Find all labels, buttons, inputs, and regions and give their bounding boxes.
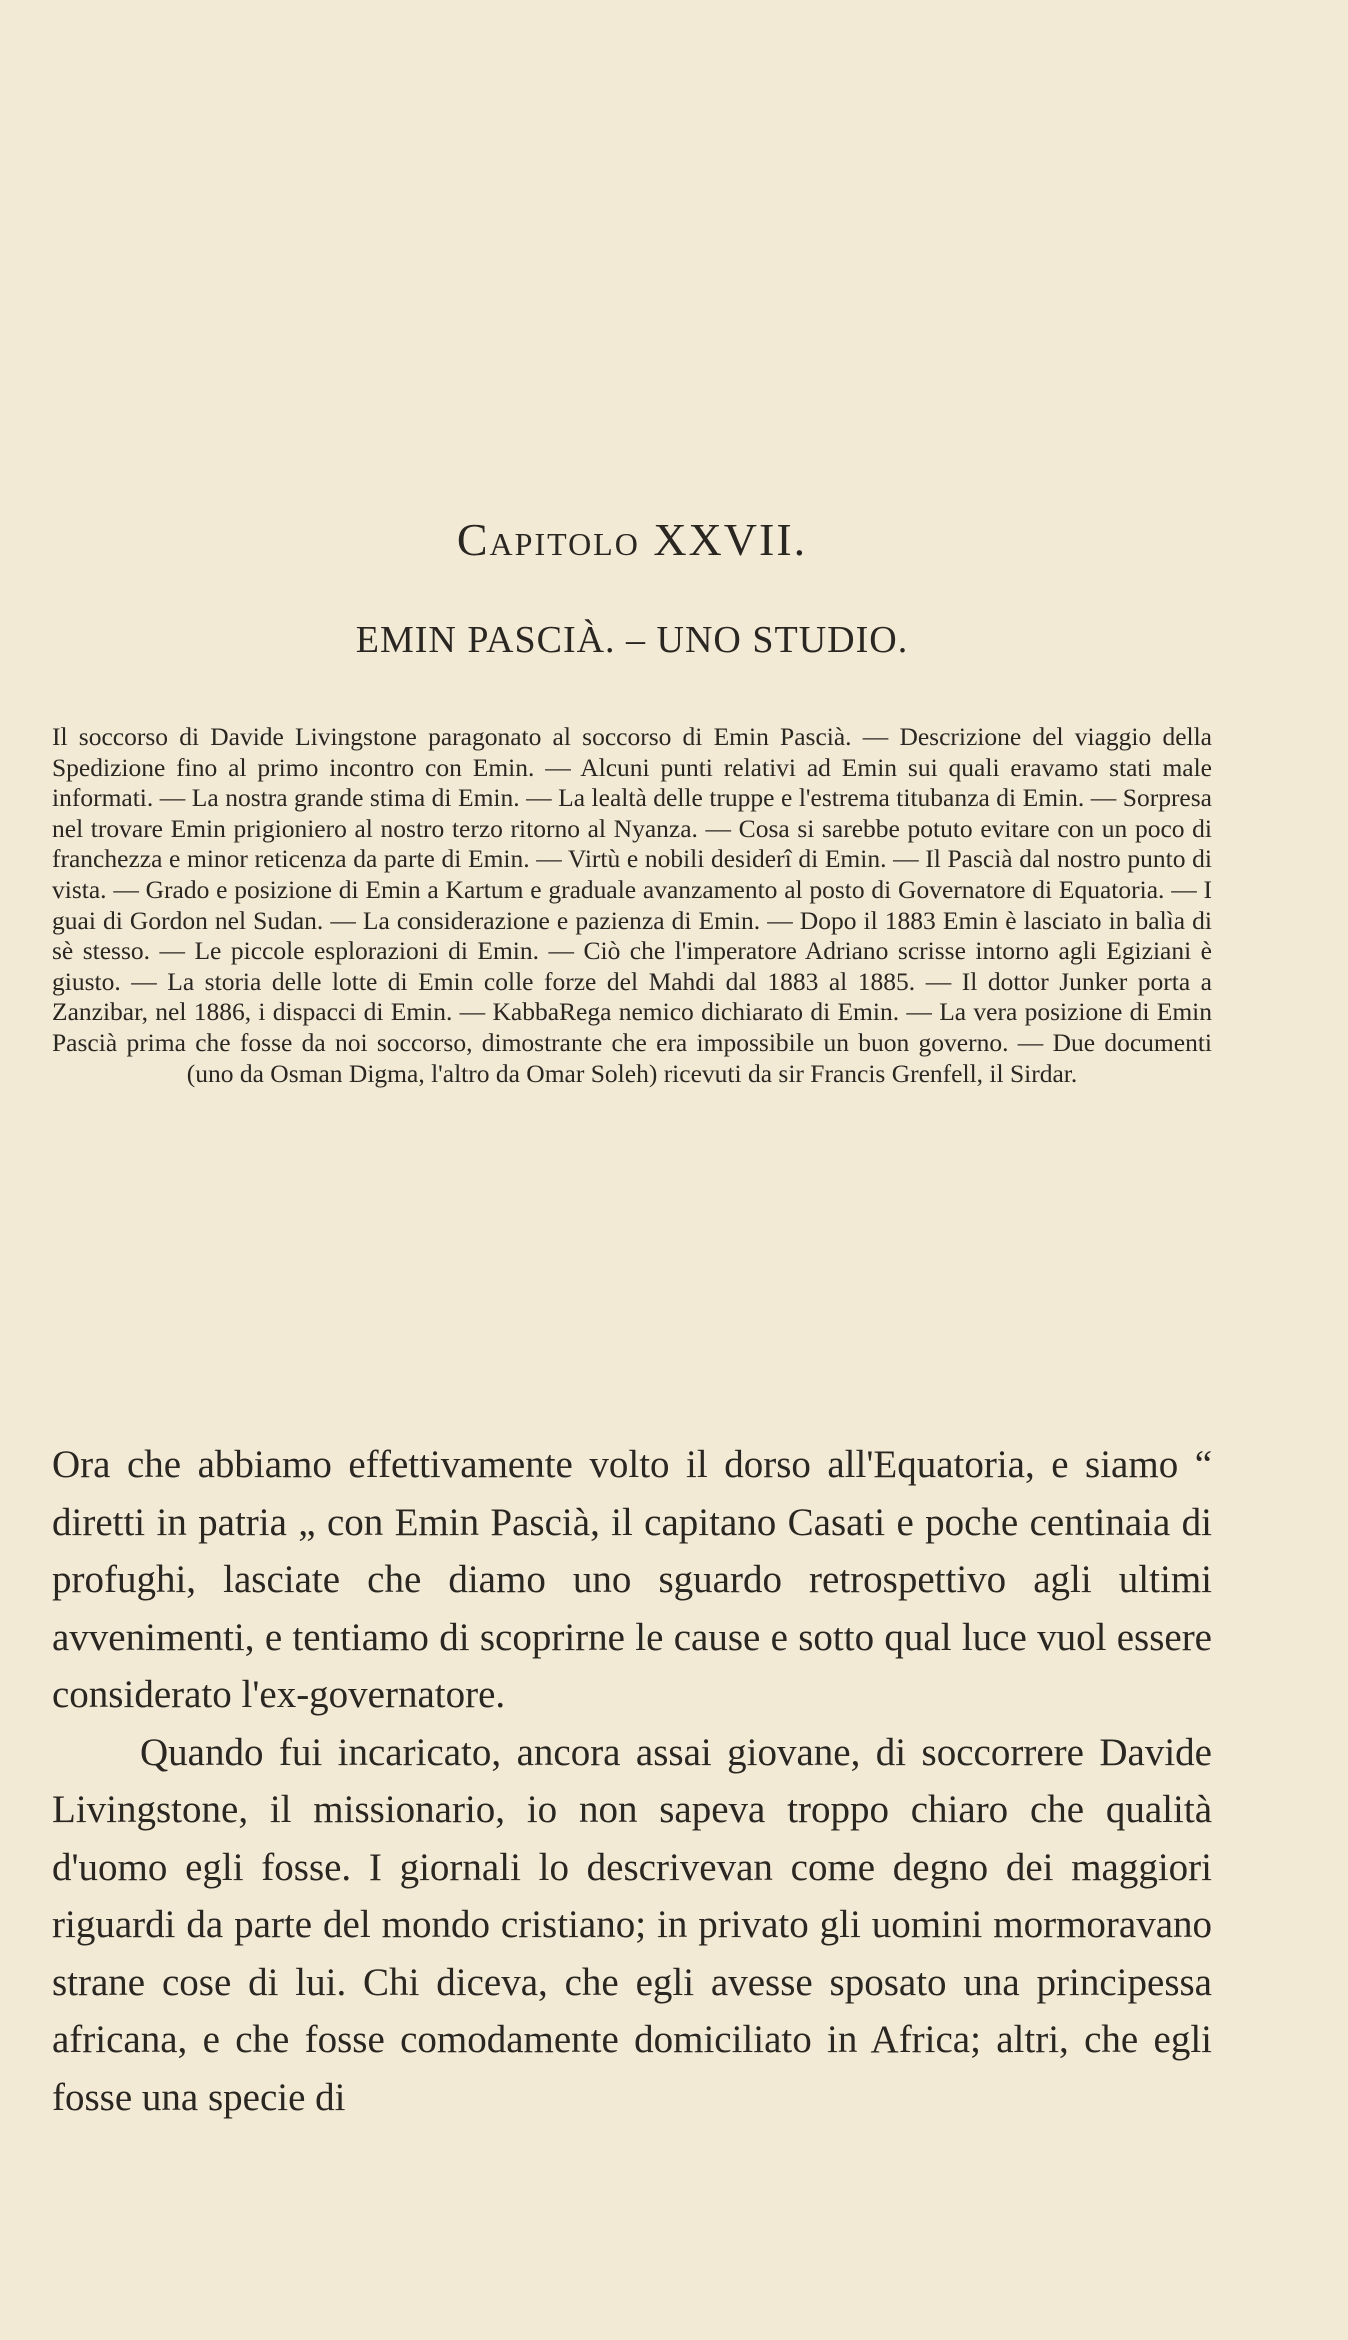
chapter-heading	[52, 512, 1212, 568]
chapter-summary: Il soccorso di Davide Livingstone paragonato al soccorso di Emin Pascià. — Descrizione del viaggio della Spedizione fino al primo incontro con Emin. — Alcuni punti relativi ad Emin sui quali eravamo stati male informati. — La nostra grande stima di Emin. — La lealtà delle truppe e l'estrema titubanza di Emin. — Sorpresa nel trovare Emin prigioniero al nostro terzo ritorno al Nyanza. — Cosa si sarebbe potuto evitare con un poco di franchezza e minor reticenza da parte di Emin. — Virtù e nobili desiderî di Emin. — Il Pascià dal nostro punto di vista. — Grado e posizione di Emin a Kartum e graduale avanzamento al posto di Governatore di Equatoria. — I guai di Gordon nel Sudan. — La considerazione e pazienza di Emin. — Dopo il 1883 Emin è lasciato in balìa di sè stesso. — Le piccole esplorazioni di Emin. — Ciò che l'imperatore Adriano scrisse intorno agli Egiziani è giusto. — La storia delle lotte di Emin colle forze del Mahdi dal 1883 al 1885. — Il dottor Junker porta a Zanzibar, nel 1886, i dispacci di Emin. — KabbaRega nemico dichiarato di Emin. — La vera posizione di Emin Pascià prima che fosse da noi soccorso, dimostrante che era impossibile un buon governo. — Due documenti (uno da Osman Digma, l'altro da Omar Soleh) ricevuti da sir Francis Grenfell, il Sirdar.	[52, 722, 1212, 1088]
paragraph: Quando fui incaricato, ancora assai giovane, di soccorrere Davide Livingstone, il missionario, io non sapeva troppo chiaro che qualità d'uomo egli fosse. I giornali lo descrivevan come degno dei maggiori riguardi da parte del mondo cristiano; in privato gli uomini mormoravano strane cose di lui. Chi diceva, che egli avesse sposato una principessa africana, e che fosse comodamente domiciliato in Africa; altri, che egli fosse una specie di	[52, 1730, 1212, 2119]
chapter-number: Capitolo XXVII.	[456, 514, 808, 565]
book-page	[52, 0, 1212, 2340]
chapter-title: EMIN PASCIÀ. – UNO STUDIO.	[355, 619, 909, 661]
body-text	[52, 1436, 1212, 2126]
paragraph: Ora che abbiamo effettivamente volto il dorso all'Equatoria, e siamo “ diretti in patria „ con Emin Pascià, il capitano Casati e poche centinaia di profughi, lasciate che diamo uno sguardo retrospettivo agli ultimi avvenimenti, e tentiamo di scoprirne le cause e sotto qual luce vuol essere considerato l'ex-governatore.	[52, 1443, 1212, 1716]
